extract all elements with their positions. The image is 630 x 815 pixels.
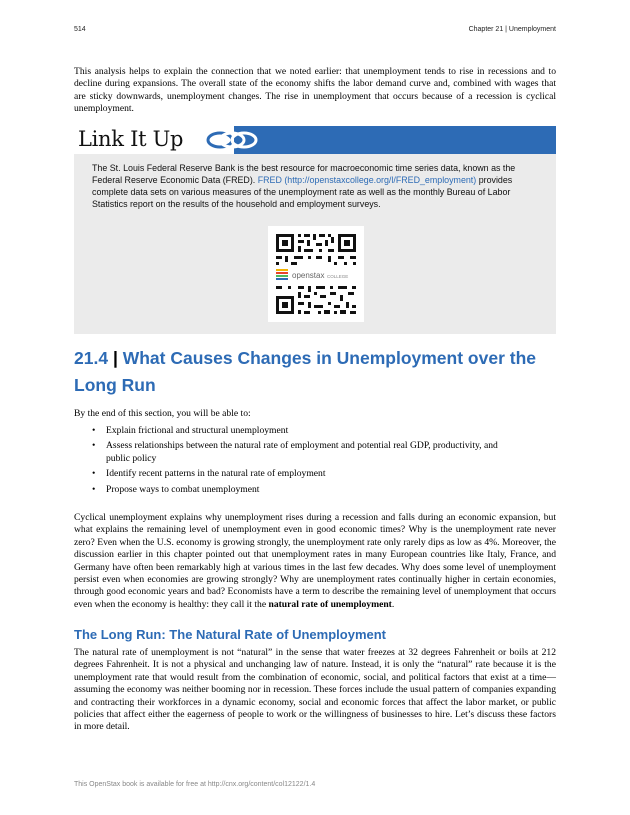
- bullet: •: [92, 440, 96, 451]
- link-it-up-text: [92, 162, 538, 210]
- learning-objectives: [74, 408, 556, 499]
- body-paragraph: Cyclical unemployment explains why unemployment rises during a recession and falls during an economic expansion, but what explains the remaining level of unemployment even in good economic times? Why is the unemployment rate never zero? Even when the U.S. economy is growing strongly, the unemployment rate only rarely dips as low as 4%. Moreover, the discussion earlier in this chapter pointed out that unemployment rates in many European countries like Italy, France, and Germany have often been remarkably high at various times in the last few decades. Why does some level of unemployment persist even when economies are growing strongly? Why are unemployment rates continually higher in certain economies, through good economic years and bad? Economists have a term to describe the remaining level of unemployment that occurs even when the economy is healthy: they call it the natural rate of unemployment.: [74, 512, 556, 610]
- page-footer: This OpenStax book is available for free at http://cnx.org/content/col12122/1.4: [74, 781, 316, 788]
- objectives-list: [74, 425, 556, 497]
- section-title-text: What Causes Changes in Unemployment over the Long Run: [74, 348, 536, 395]
- list-item: • Assess relationships between the natural rate of employment and potential real GDP, productivity, and public policy: [92, 440, 498, 464]
- bullet: •: [92, 468, 96, 479]
- link-it-up-title: Link It Up: [78, 127, 184, 151]
- qr-code[interactable]: [268, 226, 364, 322]
- subsection-title: The Long Run: The Natural Rate of Unemployment: [74, 627, 387, 642]
- key-term: natural rate of unemployment: [268, 598, 392, 610]
- list-item: • Identify recent patterns in the natural rate of employment: [92, 468, 326, 479]
- section-title: [74, 345, 554, 399]
- link-it-up-banner: [74, 126, 556, 154]
- qr-brand: openstax: [292, 271, 325, 280]
- intro-paragraph: This analysis helps to explain the connection that we noted earlier: that unemployment tends to rise in recessions and to decline during expansions. The overall state of the economy shifts the labor demand curve and, combined with wages that are sticky downwards, unemployment changes. The rise in unemployment that occurs because of a recession is cyclical unemployment.: [74, 66, 556, 115]
- link-text-before: The St. Louis Federal Reserve Bank is the best resource for macroeconomic time series data, known as the Federal Reserve Economic Data (FRED).: [92, 163, 516, 185]
- fred-link[interactable]: FRED (http://openstaxcollege.org/l/FRED_employment): [257, 175, 477, 185]
- chapter-header: Chapter 21 | Unemployment: [468, 26, 556, 33]
- qr-brand-suffix: COLLEGE: [327, 274, 349, 279]
- link-text-after: provides complete data sets on various measures of the unemployment rate as well as the monthly Bureau of Labor Statistics report on the results of the household and employment surveys.: [92, 175, 513, 209]
- objectives-intro: By the end of this section, you will be able to:: [74, 408, 251, 419]
- bullet: •: [92, 424, 96, 436]
- section-number: 21.4: [74, 348, 109, 368]
- section-separator: |: [112, 348, 118, 368]
- chain-link-icon: [204, 128, 260, 152]
- subsection-paragraph: The natural rate of unemployment is not “natural” in the sense that water freezes at 32 degrees Fahrenheit or boils at 212 degrees Fahrenheit. It is not a physical and unchanging law of nature. Instead, it is only the “natural” rate because it is the unemployment rate that would result from the combination of economic, social, and political factors that exist at a time—assuming the economy was neither booming nor in recession. These forces include the usual pattern of companies expanding and contracting their workforces in a dynamic economy, social and economic forces that affect the labor market, or public policies that affect either the eagerness of people to work or the willingness of businesses to hire. Let’s discuss these factors in more detail.: [74, 647, 556, 733]
- list-item: • Explain frictional and structural unemployment: [92, 424, 289, 436]
- bullet: •: [92, 483, 96, 495]
- link-it-up-box: [74, 126, 556, 334]
- qr-code-graphic: [268, 226, 364, 322]
- list-item: • Propose ways to combat unemployment: [92, 483, 260, 495]
- page-number: 514: [74, 26, 86, 33]
